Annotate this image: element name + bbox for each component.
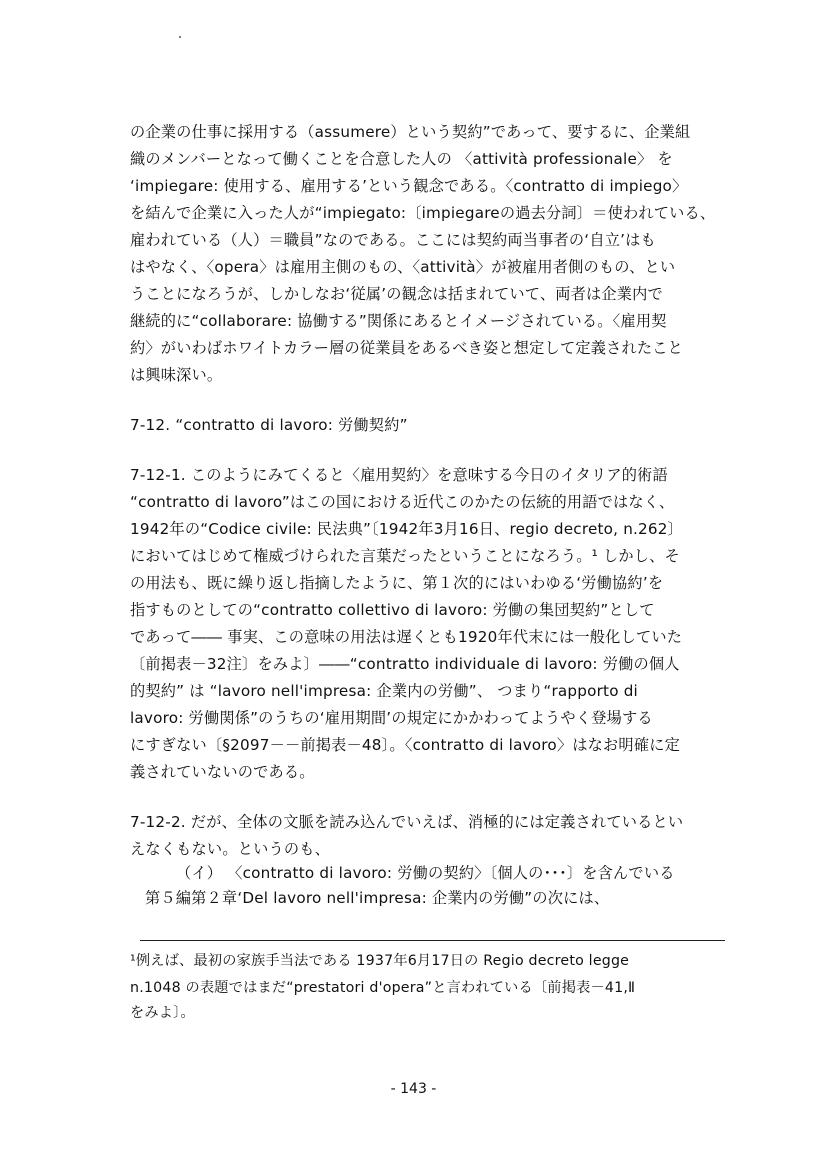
body-text-line: 7-12-2. だが、全体の文脈を読み込んでいえば、消極的には定義されているとい	[130, 813, 684, 831]
body-text-line: においてはじめて権威づけられた言葉だったということになろう。¹ しかし、そ	[130, 547, 680, 565]
body-text-line: うことになろうが、しかしなお‘従属’の観念は括まれていて、両者は企業内で	[130, 285, 663, 303]
footnote-divider	[140, 940, 725, 941]
body-text-line: 〔前掲表－32注〕をみよ〕――“contratto individuale di lavoro: 労働の個人	[130, 655, 680, 673]
body-text-line: 指すものとしての“contratto collettivo di lavoro: 労働の集団契約”として	[130, 601, 655, 619]
body-text-line: を結んで企業に入った人が“impiegato:〔impiegareの過去分詞〕＝使われている、	[130, 204, 716, 222]
body-text-line: 1942年の“Codice civile: 民法典”〔1942年3月16日、regio decreto, n.262〕	[130, 520, 684, 538]
section-heading: 7-12. “contratto di lavoro: 労働契約”	[130, 416, 408, 434]
body-text-line: 的契約” は “lavoro nell'impresa: 企業内の労働”、 つまり“rapporto di	[130, 682, 638, 700]
body-text-line: 義されていないのである。	[130, 763, 315, 781]
body-text-line: は興味深い。	[130, 366, 223, 384]
body-text-line: 7-12-1. このようにみてくると〈雇用契約〉を意味する今日のイタリア的術語	[130, 466, 668, 484]
list-item-text: （イ） 〈contratto di lavoro: 労働の契約〉〔個人の･･･〕を含んでいる	[176, 864, 675, 882]
body-text-line: であって―― 事実、この意味の用法は遅くとも1920年代末には一般化していた	[130, 628, 683, 646]
body-text-line: にすぎない〔§2097－－前掲表－48〕。〈contratto di lavoro〉はなお明確に定	[130, 736, 680, 754]
body-text-line: 継続的に“collaborare: 協働する”関係にあるとイメージされている。〈雇用契	[130, 312, 667, 330]
body-text-line: えなくもない。というのも、	[130, 840, 331, 858]
body-text-line: はやなく、〈opera〉は雇用主側のもの、〈attività〉が被雇用者側のもの、とい	[130, 258, 676, 276]
body-text-line: ‘impiegare: 使用する、雇用する’という観念である。〈contratto di impiego〉	[130, 177, 688, 195]
scan-speck	[179, 36, 181, 38]
footnote-line: をみよ〕。	[130, 1005, 195, 1021]
body-text-line: 織のメンバーとなって働くことを合意した人の 〈attività professionale〉 を	[130, 150, 673, 168]
body-text-line: 雇われている（人）＝職員”なのである。ここには契約両当事者の‘自立’はも	[130, 231, 656, 249]
body-text-line: “contratto di lavoro”はこの国における近代このかたの伝統的用語ではなく、	[130, 493, 675, 511]
body-text-line: の用法も、既に繰り返し指摘したように、第１次的にはいわゆる‘労働協約’を	[130, 574, 664, 592]
page-number: - 143 -	[390, 1081, 437, 1097]
footnote-line: ¹例えば、最初の家族手当法である 1937年6月17日の Regio decreto legge	[130, 953, 630, 969]
body-text-line: lavoro: 労働関係”のうちの‘雇用期間’の規定にかかわってようやく登場する	[130, 709, 653, 727]
list-item-text: 第５編第２章‘Del lavoro nell'impresa: 企業内の労働”の次には、	[145, 889, 610, 907]
footnote-line: n.1048 の表題ではまだ“prestatori d'opera”と言われている〔前掲表－41,Ⅱ	[130, 980, 636, 996]
body-text-line: の企業の仕事に採用する（assumere）という契約”であって、要するに、企業組	[130, 123, 691, 141]
body-text-line: 約〉がいわばホワイトカラー層の従業員をあるべき姿と想定して定義されたこと	[130, 339, 684, 357]
